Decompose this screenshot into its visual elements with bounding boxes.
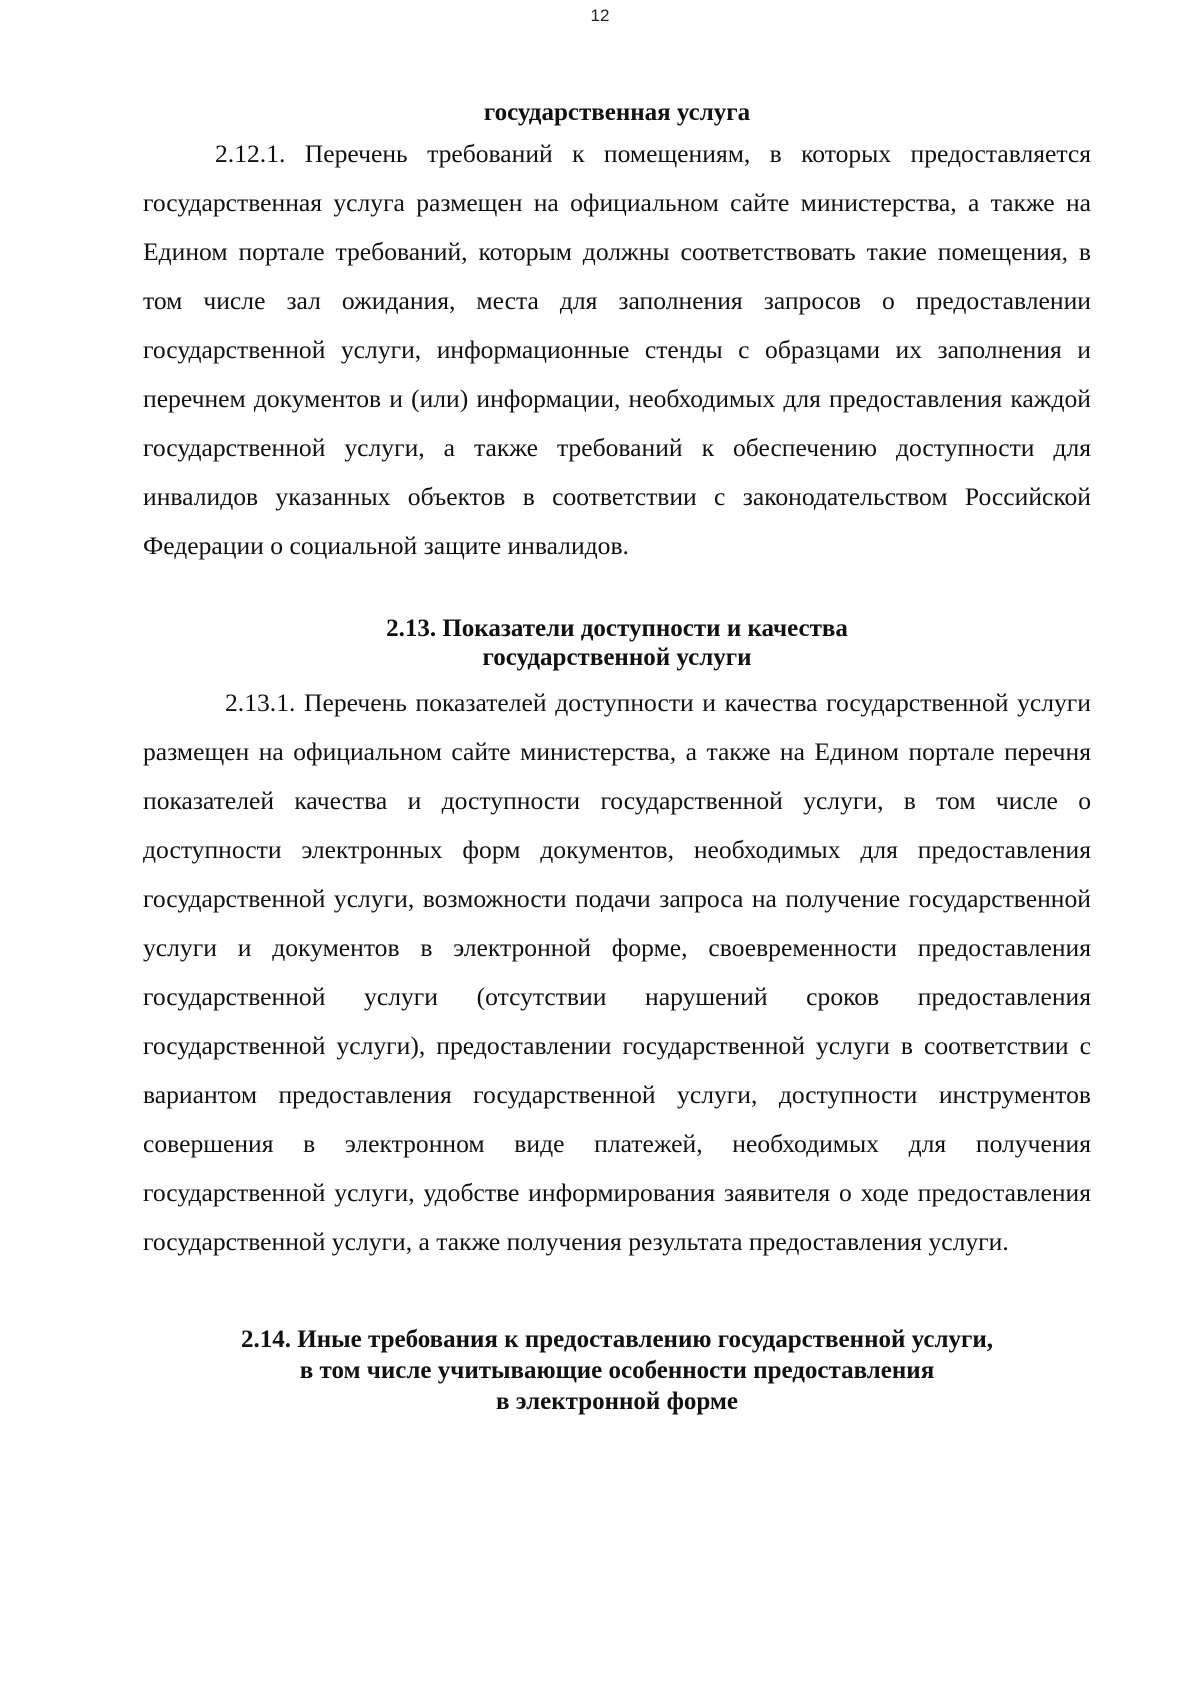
- section-heading-2-13: [143, 614, 1091, 672]
- heading-line: в электронной форме: [495, 1388, 739, 1415]
- page-number: 12: [590, 6, 610, 25]
- heading-line: 2.14. Иные требования к предоставлению государственной услуги,: [241, 1326, 993, 1353]
- paragraph-2-13-1: 2.13.1. Перечень показателей доступности и качества государственной услуги размещен на официальном сайте министерства, а также на Едином портале перечня показателей качества и доступности государственной услуги, в том числе о доступности электронных форм документов, необходимых для предоставления государственной услуги, возможности подачи запроса на получение государственной услуги и документов в электронной форме, своевременности предоставления государственной услуги (отсутствии нарушений сроков предоставления государственной услуги), предоставлении государственной услуги в соответствии с вариантом предоставления государственной услуги, доступности инструментов совершения в электронном виде платежей, необходимых для получения государственной услуги, удобстве информирования заявителя о ходе предоставления государственной услуги, а также получения результата предоставления услуги.: [143, 688, 1091, 1256]
- section-heading-2-12-tail: государственная услуга: [483, 99, 751, 126]
- heading-line: в том числе учитывающие особенности предоставления: [299, 1357, 935, 1384]
- heading-line: 2.13. Показатели доступности и качества: [386, 615, 848, 642]
- paragraph-2-12-1: 2.12.1. Перечень требований к помещениям, в которых предоставляется государственная услуга размещен на официальном сайте министерства, а также на Едином портале требований, которым должны соответствовать такие помещения, в том числе зал ожидания, места для заполнения запросов о предоставлении государственной услуги, информационные стенды с образцами их заполнения и перечнем документов и (или) информации, необходимых для предоставления каждой государственной услуги, а также требований к обеспечению доступности для инвалидов указанных объектов в соответствии с законодательством Российской Федерации о социальной защите инвалидов.: [143, 139, 1091, 560]
- heading-line: государственной услуги: [482, 644, 752, 671]
- document-body: [143, 98, 1091, 1417]
- section-heading-2-14: [143, 1324, 1091, 1417]
